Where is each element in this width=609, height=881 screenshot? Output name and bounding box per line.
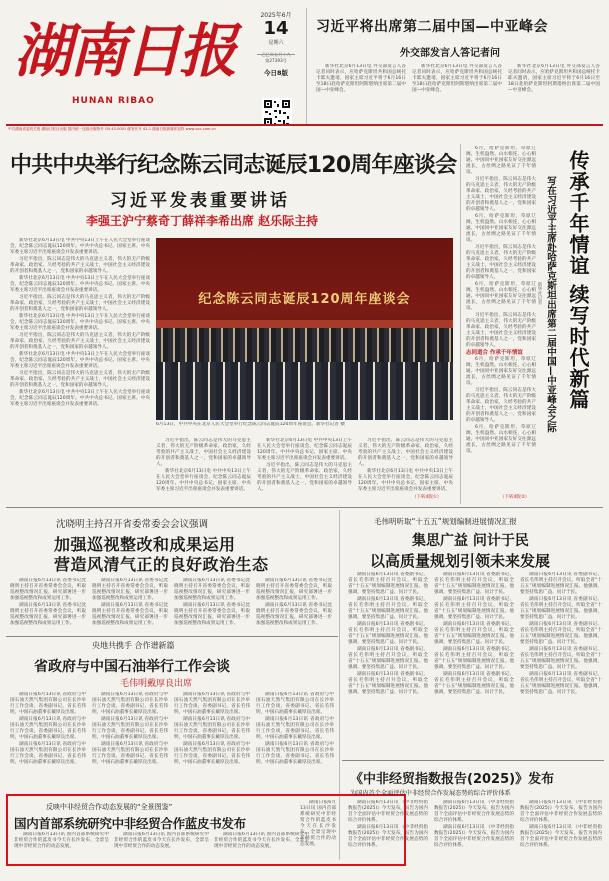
lead-story	[0, 134, 609, 510]
story-left-1-body-3: 湖南日报6月13日讯 省委书记沈晓明主持召开省委常委会会议，听取巡视整改情况汇报，研究部署进一步加强巡视整改和成果运用工作。 湖南日报6月13日讯 省委书记沈晓明主持召开省委常委会会议，听取巡视整改情况汇报，研究部署进一步加强巡视整改和成果运用工作。	[174, 578, 250, 626]
lead-body-below-1: 习近平指出，陈云同志是伟大的马克思主义者，伟大的无产阶级革命家、政治家，久经考验的共产主义战士，中国社会主义经济建设的开创者和奠基人之一，党和国家的卓越领导人。 新华社北京6月13日电 中共中央13日上午在人民大会堂举行座谈会，纪念陈云同志诞辰120周年。中共中央总书记、国家主席、中央军委主席习近平出席座谈会并发表重要讲话。	[156, 438, 251, 492]
date-day: 14	[263, 18, 289, 39]
story-left-2-body-3: 湖南日报6月13日讯 省政府与中国石油天然气集团有限公司在长沙举行工作会谈，省委副书记、省长毛伟明，中国石油董事长戴厚良出席。 湖南日报6月13日讯 省政府与中国石油天然气集团有限公司在长沙举行工作会谈，省委副书记、省长毛伟明，中国石油董事长戴厚良出席。 湖南日报6月13日讯 省政府与中国石油天然气集团有限公司在长沙举行工作会谈，省委副书记、省长毛伟明，中国石油董事长戴厚良出席。	[174, 692, 250, 765]
side-body-left: 6月，哈萨克斯坦，草原辽阔，生机盎然。山水相连，心心相通。中国同中亚国家友好交往源远流长，古丝绸之路见证了千年情谊。 习近平指出，陈云同志是伟大的马克思主义者，伟大的无产阶级革命家、政治家，久经考验的共产主义战士，中国社会主义经济建设的开创者和奠基人之一，党和国家的卓越领导人。 6月，哈萨克斯坦，草原辽阔，生机盎然。山水相连，心心相通。中国同中亚国家友好交往源远流长，古丝绸之路见证了千年情谊。 习近平指出，陈云同志是伟大的马克思主义者，伟大的无产阶级革命家、政治家，久经考验的共产主义战士，中国社会主义经济建设的开创者和奠基人之一，党和国家的卓越领导人。 6月，哈萨克斯坦，草原辽阔，生机盎然。山水相连，心心相通。中国同中亚国家友好交往源远流长，古丝绸之路见证了千年情谊。 习近平指出，陈云同志是伟大的马克思主义者，伟大的无产阶级革命家、政治家，久经考验的共产主义战士，中国社会主义经济建设的开创者和奠基人之一，党和国家的卓越领导人。 志同道合 作承千年情谊 6月，哈萨克斯坦，草原辽阔，生机盎然。山水相连，心心相通。中国同中亚国家友好交往源远流长，古丝绸之路见证了千年情谊。 习近平指出，陈云同志是伟大的马克思主义者，伟大的无产阶级革命家、政治家，久经考验的共产主义战士，中国社会主义经济建设的开创者和奠基人之一，党和国家的卓越领导人。 6月，哈萨克斯坦，草原辽阔，生机盎然。山水相连，心心相通。中国同中亚国家友好交往源远流长，古丝绸之路见证了千年情谊。	[466, 146, 536, 454]
story-right-2-body-2: 湖南日报6月13日讯 《中非经贸指数报告(2025)》今天发布，报告为国内首个全面评估中非经贸合作发展态势的综合评价体系。 湖南日报6月13日讯 《中非经贸指数报告(2025)》今天发布，报告为国内首个全面评估中非经贸合作发展态势的综合评价体系。	[434, 800, 514, 848]
section-rule-2	[6, 636, 338, 637]
masthead-divider	[306, 8, 307, 126]
story-left-2-subhead: 毛伟明戴厚良出席	[120, 679, 193, 689]
page-count: 今日8版	[263, 69, 289, 77]
lead-body-left: 新华社北京6月13日电 中共中央13日上午在人民大会堂举行座谈会，纪念陈云同志诞辰120周年。中共中央总书记、国家主席、中央军委主席习近平出席座谈会并发表重要讲话。 习近平指出，陈云同志是伟大的马克思主义者，伟大的无产阶级革命家、政治家，久经考验的共产主义战士，中国社会主义经济建设的开创者和奠基人之一，党和国家的卓越领导人。 新华社北京6月13日电 中共中央13日上午在人民大会堂举行座谈会，纪念陈云同志诞辰120周年。中共中央总书记、国家主席、中央军委主席习近平出席座谈会并发表重要讲话。 习近平指出，陈云同志是伟大的马克思主义者，伟大的无产阶级革命家、政治家，久经考验的共产主义战士，中国社会主义经济建设的开创者和奠基人之一，党和国家的卓越领导人。 新华社北京6月13日电 中共中央13日上午在人民大会堂举行座谈会，纪念陈云同志诞辰120周年。中共中央总书记、国家主席、中央军委主席习近平出席座谈会并发表重要讲话。 习近平指出，陈云同志是伟大的马克思主义者，伟大的无产阶级革命家、政治家，久经考验的共产主义战士，中国社会主义经济建设的开创者和奠基人之一，党和国家的卓越领导人。 新华社北京6月13日电 中共中央13日上午在人民大会堂举行座谈会，纪念陈云同志诞辰120周年。中共中央总书记、国家主席、中央军委主席习近平出席座谈会并发表重要讲话。 习近平指出，陈云同志是伟大的马克思主义者，伟大的无产阶级革命家、政治家，久经考验的共产主义战士，中国社会主义经济建设的开创者和奠基人之一，党和国家的卓越领导人。 新华社北京6月13日电 中共中央13日上午在人民大会堂举行座谈会，纪念陈云同志诞辰120周年。中共中央总书记、国家主席、中央军委主席习近平出席座谈会并发表重要讲话。	[10, 238, 150, 407]
story-left-1-body-1: 湖南日报6月13日讯 省委书记沈晓明主持召开省委常委会会议，听取巡视整改情况汇报，研究部署进一步加强巡视整改和成果运用工作。 湖南日报6月13日讯 省委书记沈晓明主持召开省委常委会会议，听取巡视整改情况汇报，研究部署进一步加强巡视整改和成果运用工作。	[10, 578, 86, 626]
story-left-2-body-1: 湖南日报6月13日讯 省政府与中国石油天然气集团有限公司在长沙举行工作会谈，省委副书记、省长毛伟明，中国石油董事长戴厚良出席。 湖南日报6月13日讯 省政府与中国石油天然气集团有限公司在长沙举行工作会谈，省委副书记、省长毛伟明，中国石油董事长戴厚良出席。 湖南日报6月13日讯 省政府与中国石油天然气集团有限公司在长沙举行工作会谈，省委副书记、省长毛伟明，中国石油董事长戴厚良出席。	[10, 692, 86, 765]
side-divider	[460, 144, 461, 504]
lead-continued: （下转4版①）	[412, 495, 442, 500]
side-subtitle: 写在习近平主席赴哈萨克斯坦出席第二届中国—中亚峰会之际	[545, 176, 556, 433]
story-right-2-body-3: 湖南日报6月13日讯 《中非经贸指数报告(2025)》今天发布，报告为国内首个全面评估中非经贸合作发展态势的综合评价体系。 湖南日报6月13日讯 《中非经贸指数报告(2025)》今天发布，报告为国内首个全面评估中非经贸合作发展态势的综合评价体系。	[520, 800, 602, 848]
masthead-rule	[6, 124, 603, 126]
highlighted-story-body-2: 湖南日报6月13日讯 国内首部系统研究中非经贸合作的蓝皮书今天在长沙发布，全景呈现中非经贸合作的动态发展。	[114, 832, 209, 849]
section-rule-3	[342, 760, 604, 761]
story-right-2-body-1: 湖南日报6月13日讯 《中非经贸指数报告(2025)》今天发布，报告为国内首个全面评估中非经贸合作发展态势的综合评价体系。 湖南日报6月13日讯 《中非经贸指数报告(2025)》今天发布，报告为国内首个全面评估中非经贸合作发展态势的综合评价体系。	[348, 800, 428, 848]
lead-subhead: 习近平发表重要讲话	[110, 191, 290, 211]
highlighted-story-kicker: 反映中非经贸合作动态发展的“全景图鉴”	[46, 803, 173, 811]
side-byline: 新华社记者	[537, 282, 542, 305]
story-left-1-body-2: 湖南日报6月13日讯 省委书记沈晓明主持召开省委常委会会议，听取巡视整改情况汇报，研究部署进一步加强巡视整改和成果运用工作。 湖南日报6月13日讯 省委书记沈晓明主持召开省委常委会会议，听取巡视整改情况汇报，研究部署进一步加强巡视整改和成果运用工作。	[92, 578, 168, 626]
top-story-headline: 习近平将出席第二届中国—中亚峰会	[316, 19, 548, 35]
lead-photo	[156, 238, 453, 420]
story-right-2	[342, 762, 609, 872]
lead-photo-caption: 6月13日，中共中央在北京人民大会堂举行纪念陈云同志诞辰120周年座谈会。新华社记者 摄	[156, 422, 345, 427]
story-left-1-kicker: 沈晓明主持召开省委常委会会议强调	[56, 519, 209, 530]
newspaper-pinyin: HUNAN RIBAO	[72, 96, 155, 106]
side-continued: （下转4版②）	[500, 495, 530, 500]
lead-attendees: 李强王沪宁蔡奇丁薛祥李希出席 赵乐际主持	[86, 214, 319, 228]
story-left-1	[0, 510, 360, 630]
story-right-1-kicker: 毛伟明听取“十五五”规划编制进展情况汇报	[374, 517, 517, 526]
highlighted-story-body-3: 湖南日报6月13日讯 国内首部系统研究中非经贸合作的蓝皮书今天在长沙发布，全景呈现中非经贸合作的动态发展。	[214, 832, 309, 849]
story-left-1-headline-1: 加强巡视整改和成果运用	[54, 535, 236, 554]
top-story-subhead: 外交部发言人答记者问	[400, 48, 500, 59]
masthead	[0, 0, 609, 130]
newspaper-title: 湖南日报	[14, 17, 235, 85]
top-story-body-2: 新华社北京6月13日电 外交部发言人答记者问时表示，应哈萨克斯坦共和国总统托卡耶夫邀请，国家主席习近平将于6月16日至18日赴哈萨克斯坦阿斯塔纳出席第二届中国—中亚峰会。	[412, 64, 502, 93]
top-story-body: 新华社北京6月13日电 外交部发言人答记者问时表示，应哈萨克斯坦共和国总统托卡耶夫邀请，国家主席习近平将于6月16日至18日赴哈萨克斯坦阿斯塔纳出席第二届中国—中亚峰会。	[316, 64, 406, 93]
info-bar: 中共湖南省委机关报 湖南日报社出版 国内统一连续出版物号 CN 43-0001 邮发代号 41-1 湖南日报新媒体矩阵 www.voc.com.cn	[8, 127, 216, 131]
highlighted-story-headline: 国内首部系统研究中非经贸合作蓝皮书发布	[14, 816, 246, 831]
issue-number: 第27393号	[265, 58, 287, 63]
highlighted-story-body-1: 湖南日报6月13日讯 国内首部系统研究中非经贸合作的蓝皮书今天在长沙发布，全景呈现中非经贸合作的动态发展。	[14, 832, 109, 849]
story-right-1-body-3: 湖南日报6月13日讯 省委副书记、省长毛伟明主持召开会议，听取全省“十五五”规划编制进展情况汇报。他强调，要坚持集思广益、问计于民。 湖南日报6月13日讯 省委副书记、省长毛伟明主持召开会议，听取全省“十五五”规划编制进展情况汇报。他强调，要坚持集思广益、问计于民。 湖南日报6月13日讯 省委副书记、省长毛伟明主持召开会议，听取全省“十五五”规划编制进展情况汇报。他强调，要坚持集思广益、问计于民。 湖南日报6月13日讯 省委副书记、省长毛伟明主持召开会议，听取全省“十五五”规划编制进展情况汇报。他强调，要坚持集思广益、问计于民。 湖南日报6月13日讯 省委副书记、省长毛伟明主持召开会议，听取全省“十五五”规划编制进展情况汇报。他强调，要坚持集思广益、问计于民。	[520, 572, 602, 695]
side-headline: 传承千年情谊 续写时代新篇	[566, 150, 590, 410]
story-left-2	[0, 638, 339, 788]
story-left-2-body-2: 湖南日报6月13日讯 省政府与中国石油天然气集团有限公司在长沙举行工作会谈，省委副书记、省长毛伟明，中国石油董事长戴厚良出席。 湖南日报6月13日讯 省政府与中国石油天然气集团有限公司在长沙举行工作会谈，省委副书记、省长毛伟明，中国石油董事长戴厚良出席。 湖南日报6月13日讯 省政府与中国石油天然气集团有限公司在长沙举行工作会谈，省委副书记、省长毛伟明，中国石油董事长戴厚良出席。	[92, 692, 168, 765]
date-year-month: 2025年6月	[260, 12, 292, 19]
story-right-1-headline-1: 集思广益 问计于民	[412, 533, 529, 549]
story-right-1	[342, 510, 609, 760]
story-left-1-body-4: 湖南日报6月13日讯 省委书记沈晓明主持召开省委常委会会议，听取巡视整改情况汇报，研究部署进一步加强巡视整改和成果运用工作。 湖南日报6月13日讯 省委书记沈晓明主持召开省委常委会会议，听取巡视整改情况汇报，研究部署进一步加强巡视整改和成果运用工作。	[256, 578, 332, 626]
lead-headline: 中共中央举行纪念陈云同志诞辰120周年座谈会	[10, 153, 457, 178]
top-story-body-3: 新华社北京6月13日电 外交部发言人答记者问时表示，应哈萨克斯坦共和国总统托卡耶夫邀请，国家主席习近平将于6月16日至18日赴哈萨克斯坦阿斯塔纳出席第二届中国—中亚峰会。	[508, 64, 600, 93]
story-right-1-body-1: 湖南日报6月13日讯 省委副书记、省长毛伟明主持召开会议，听取全省“十五五”规划编制进展情况汇报。他强调，要坚持集思广益、问计于民。 湖南日报6月13日讯 省委副书记、省长毛伟明主持召开会议，听取全省“十五五”规划编制进展情况汇报。他强调，要坚持集思广益、问计于民。 湖南日报6月13日讯 省委副书记、省长毛伟明主持召开会议，听取全省“十五五”规划编制进展情况汇报。他强调，要坚持集思广益、问计于民。 湖南日报6月13日讯 省委副书记、省长毛伟明主持召开会议，听取全省“十五五”规划编制进展情况汇报。他强调，要坚持集思广益、问计于民。 湖南日报6月13日讯 省委副书记、省长毛伟明主持召开会议，听取全省“十五五”规划编制进展情况汇报。他强调，要坚持集思广益、问计于民。	[348, 572, 428, 695]
lead-body-below-3: 习近平指出，陈云同志是伟大的马克思主义者，伟大的无产阶级革命家、政治家，久经考验的共产主义战士，中国社会主义经济建设的开创者和奠基人之一，党和国家的卓越领导人。 新华社北京6月13日电 中共中央13日上午在人民大会堂举行座谈会，纪念陈云同志诞辰120周年。中共中央总书记、国家主席、中央军委主席习近平出席座谈会并发表重要讲话。	[358, 438, 453, 492]
section-rule-1	[6, 507, 603, 508]
date-weekday: 星期六	[268, 40, 284, 46]
lead-photo-banner: 纪念陈云同志诞辰120周年座谈会	[198, 292, 411, 307]
date-block	[251, 10, 301, 77]
lead-body-below-2: 新华社北京6月13日电 中共中央13日上午在人民大会堂举行座谈会，纪念陈云同志诞辰120周年。中共中央总书记、国家主席、中央军委主席习近平出席座谈会并发表重要讲话。 习近平指出，陈云同志是伟大的马克思主义者，伟大的无产阶级革命家、政治家，久经考验的共产主义战士，中国社会主义经济建设的开创者和奠基人之一，党和国家的卓越领导人。	[257, 438, 352, 492]
story-left-1-headline-2: 营造风清气正的良好政治生态	[54, 555, 269, 574]
story-right-of-highlight: 湖南日报6月13日讯 国内首部系统研究中非经贸合作的蓝皮书今天在长沙发布，全景呈现中非经贸合作的动态发展。	[300, 800, 336, 847]
story-left-2-headline: 省政府与中国石油举行工作会谈	[34, 659, 230, 675]
story-left-2-kicker: 央地共携手 合作谱新篇	[92, 641, 175, 650]
story-right-2-subhead: 为国内首个全面评估中非经贸合作发展态势的综合评价体系	[350, 790, 511, 797]
story-right-1-body-2: 湖南日报6月13日讯 省委副书记、省长毛伟明主持召开会议，听取全省“十五五”规划编制进展情况汇报。他强调，要坚持集思广益、问计于民。 湖南日报6月13日讯 省委副书记、省长毛伟明主持召开会议，听取全省“十五五”规划编制进展情况汇报。他强调，要坚持集思广益、问计于民。 湖南日报6月13日讯 省委副书记、省长毛伟明主持召开会议，听取全省“十五五”规划编制进展情况汇报。他强调，要坚持集思广益、问计于民。 湖南日报6月13日讯 省委副书记、省长毛伟明主持召开会议，听取全省“十五五”规划编制进展情况汇报。他强调，要坚持集思广益、问计于民。 湖南日报6月13日讯 省委副书记、省长毛伟明主持召开会议，听取全省“十五五”规划编制进展情况汇报。他强调，要坚持集思广益、问计于民。	[434, 572, 514, 695]
story-right-2-headline: 《中非经贸指数报告(2025)》发布	[350, 772, 555, 787]
story-right-1-headline-2: 以高质量规划引领未来发展	[370, 552, 551, 570]
story-left-2-body-4: 湖南日报6月13日讯 省政府与中国石油天然气集团有限公司在长沙举行工作会谈，省委副书记、省长毛伟明，中国石油董事长戴厚良出席。 湖南日报6月13日讯 省政府与中国石油天然气集团有限公司在长沙举行工作会谈，省委副书记、省长毛伟明，中国石油董事长戴厚良出席。 湖南日报6月13日讯 省政府与中国石油天然气集团有限公司在长沙举行工作会谈，省委副书记、省长毛伟明，中国石油董事长戴厚良出席。	[256, 692, 334, 765]
